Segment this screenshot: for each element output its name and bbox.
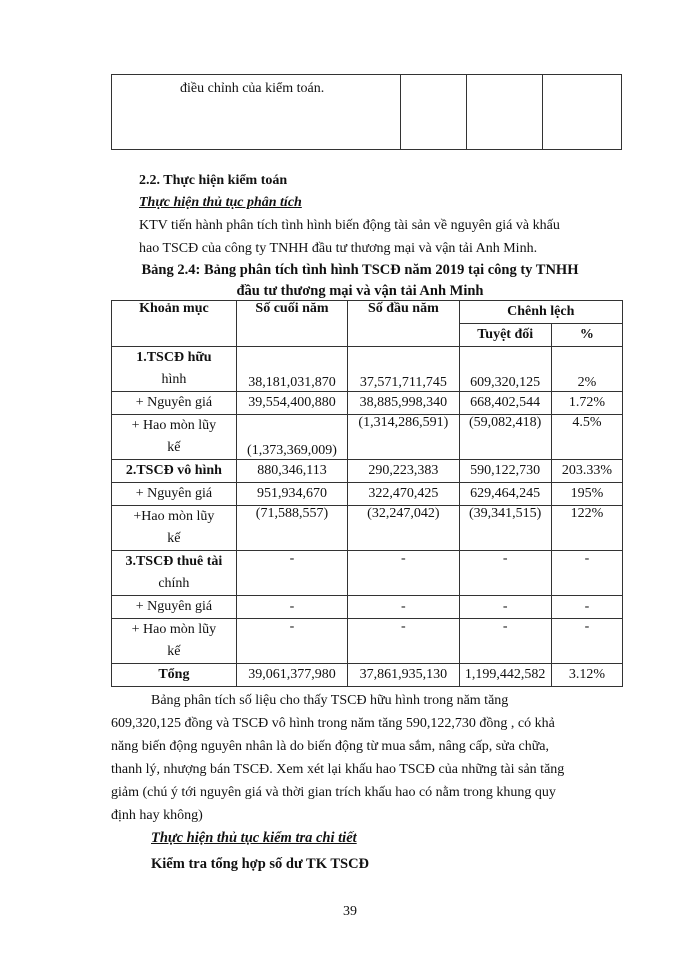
analysis-line: Bảng phân tích số liệu cho thấy TSCĐ hữu hình trong năm tăng bbox=[151, 693, 509, 708]
header-pct: % bbox=[551, 324, 622, 347]
cell-pct: 122% bbox=[551, 506, 622, 551]
cell-start: 322,470,425 bbox=[348, 483, 459, 506]
cell-start: - bbox=[348, 596, 459, 619]
previous-table-continuation bbox=[111, 74, 622, 150]
cell-pct: - bbox=[551, 619, 622, 664]
header-diff: Chênh lệch bbox=[459, 301, 622, 324]
table-row bbox=[112, 551, 623, 596]
row-label bbox=[112, 551, 237, 596]
table-caption-line-1: Bảng 2.4: Bảng phân tích tình hình TSCĐ năm 2019 tại công ty TNHH bbox=[141, 262, 579, 278]
row-label-line: kế bbox=[167, 531, 181, 546]
cell-end: 880,346,113 bbox=[236, 460, 347, 483]
cell-end: (71,588,557) bbox=[236, 506, 347, 551]
detail-subheading: Kiểm tra tổng hợp số dư TK TSCĐ bbox=[151, 856, 370, 872]
cell-abs: 668,402,544 bbox=[459, 392, 551, 415]
row-label-line: kế bbox=[167, 440, 181, 455]
cell-pct: 1.72% bbox=[551, 392, 622, 415]
cell-start: (1,314,286,591) bbox=[348, 415, 459, 460]
table-row bbox=[112, 619, 623, 664]
analysis-line: 609,320,125 đồng và TSCĐ vô hình trong năm tăng 590,122,730 đồng , có khả bbox=[111, 716, 555, 731]
intro-line-2: hao TSCĐ của công ty TNHH đầu tư thương mại và vận tải Anh Minh. bbox=[139, 241, 538, 256]
table-row bbox=[112, 415, 623, 460]
row-label-line: kế bbox=[167, 644, 181, 659]
row-label bbox=[112, 506, 237, 551]
detail-procedure-heading: Thực hiện thủ tục kiểm tra chi tiết bbox=[151, 830, 357, 846]
cell-pct: 195% bbox=[551, 483, 622, 506]
cell-start: - bbox=[348, 619, 459, 664]
cell-start: 37,571,711,745 bbox=[348, 347, 459, 392]
cell-abs: 1,199,442,582 bbox=[459, 664, 551, 687]
prev-table-cell bbox=[466, 75, 542, 150]
cell-abs: 629,464,245 bbox=[459, 483, 551, 506]
cell-abs: (39,341,515) bbox=[459, 506, 551, 551]
fixed-asset-analysis-table bbox=[111, 300, 623, 687]
cell-end: 39,061,377,980 bbox=[236, 664, 347, 687]
row-label-line: + Hao mòn lũy bbox=[131, 418, 217, 433]
row-label: 2.TSCĐ vô hình bbox=[112, 460, 237, 483]
cell-start: 37,861,935,130 bbox=[348, 664, 459, 687]
row-label-line: + Hao mòn lũy bbox=[131, 622, 217, 637]
cell-pct: 2% bbox=[551, 347, 622, 392]
cell-end: 38,181,031,870 bbox=[236, 347, 347, 392]
table-row bbox=[112, 596, 623, 619]
table-row bbox=[112, 483, 623, 506]
row-label: Tổng bbox=[112, 664, 237, 687]
table-total-row bbox=[112, 664, 623, 687]
cell-start: 38,885,998,340 bbox=[348, 392, 459, 415]
analysis-line: giảm (chú ý tới nguyên giá và thời gian trích khấu hao có nằm trong khung quy bbox=[111, 785, 556, 800]
prev-table-cell-text bbox=[112, 75, 401, 150]
cell-end: - bbox=[236, 596, 347, 619]
page-number: 39 bbox=[343, 904, 357, 919]
cell-start: 290,223,383 bbox=[348, 460, 459, 483]
cell-abs: 609,320,125 bbox=[459, 347, 551, 392]
table-row bbox=[112, 506, 623, 551]
row-label: + Nguyên giá bbox=[112, 596, 237, 619]
cell-pct: 3.12% bbox=[551, 664, 622, 687]
cell-end: - bbox=[236, 551, 347, 596]
cell-pct: 4.5% bbox=[551, 415, 622, 460]
table-header-row bbox=[112, 301, 623, 324]
cell-abs: 590,122,730 bbox=[459, 460, 551, 483]
section-heading: 2.2. Thực hiện kiểm toán bbox=[139, 173, 288, 188]
cell-pct: - bbox=[551, 596, 622, 619]
row-label-line: 3.TSCĐ thuê tài bbox=[125, 554, 223, 569]
cell-end: 39,554,400,880 bbox=[236, 392, 347, 415]
cell-abs: (59,082,418) bbox=[459, 415, 551, 460]
cell-end: (1,373,369,009) bbox=[236, 415, 347, 460]
prev-table-cell bbox=[400, 75, 466, 150]
prev-table-cell bbox=[542, 75, 621, 150]
cell-pct: 203.33% bbox=[551, 460, 622, 483]
cell-abs: - bbox=[459, 596, 551, 619]
cell-pct: - bbox=[551, 551, 622, 596]
header-end: Số cuối năm bbox=[236, 301, 347, 347]
table-row bbox=[112, 347, 623, 392]
cell-start: (32,247,042) bbox=[348, 506, 459, 551]
row-label: + Nguyên giá bbox=[112, 392, 237, 415]
table-caption-line-2: đầu tư thương mại và vận tải Anh Minh bbox=[236, 283, 484, 299]
cell-end: - bbox=[236, 619, 347, 664]
analysis-line: định hay không) bbox=[111, 808, 203, 823]
row-label bbox=[112, 347, 237, 392]
row-label bbox=[112, 415, 237, 460]
analysis-line: thanh lý, nhượng bán TSCĐ. Xem xét lại khấu hao TSCĐ của những tài sản tăng bbox=[111, 762, 565, 777]
row-label bbox=[112, 619, 237, 664]
row-label-line: hình bbox=[161, 372, 187, 387]
header-abs: Tuyệt đối bbox=[459, 324, 551, 347]
prev-table-text: điều chỉnh của kiểm toán. bbox=[180, 81, 325, 96]
cell-start: - bbox=[348, 551, 459, 596]
row-label-line: +Hao mòn lũy bbox=[133, 509, 215, 524]
analysis-line: năng biến động nguyên nhân là do biến động từ mua sắm, nâng cấp, sửa chữa, bbox=[111, 739, 549, 754]
cell-abs: - bbox=[459, 551, 551, 596]
table-row bbox=[112, 392, 623, 415]
row-label-line: 1.TSCĐ hữu bbox=[136, 350, 212, 365]
row-label-line: chính bbox=[158, 576, 190, 591]
header-item: Khoản mục bbox=[112, 301, 237, 347]
header-start: Số đầu năm bbox=[348, 301, 459, 347]
intro-line-1: KTV tiến hành phân tích tình hình biến động tài sản về nguyên giá và khấu bbox=[139, 218, 560, 233]
row-label: + Nguyên giá bbox=[112, 483, 237, 506]
cell-end: 951,934,670 bbox=[236, 483, 347, 506]
analysis-paragraph bbox=[111, 689, 615, 827]
analysis-procedure-heading: Thực hiện thủ tục phân tích bbox=[139, 195, 302, 210]
cell-abs: - bbox=[459, 619, 551, 664]
table-row bbox=[112, 460, 623, 483]
